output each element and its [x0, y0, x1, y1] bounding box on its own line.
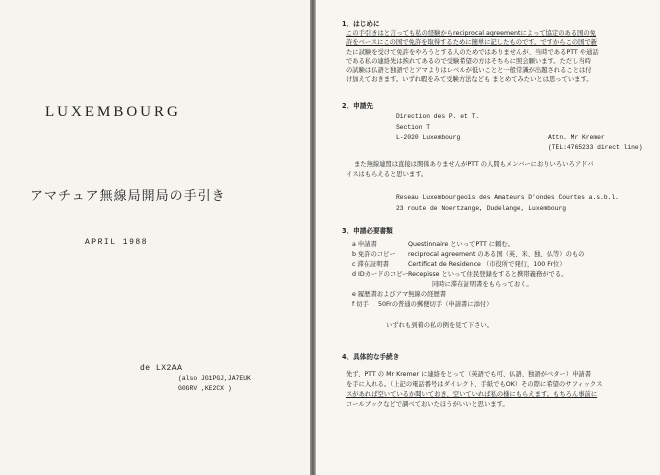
section-4-heading: 4．具体的な手続き: [342, 353, 400, 361]
section-1-line: この手引きはと言っても私の経験からreciprocal agreementによって協定のある国の免: [346, 30, 597, 37]
section-4-line: コールブックなどで調べておいたほうがいいと思います。: [346, 401, 509, 408]
section-1-line: たに試験を受けて免許をやろうとする人のためではありませんが、当時であるPTT や通話: [346, 48, 599, 56]
club-name: Reseau Luxembourgeois des Amateurs D'ondes Courtes a.s.b.l.: [396, 194, 619, 201]
document-item: [352, 280, 584, 290]
section-4-line: 先ず、PTT の Mr Kremer に連絡をとって（英語でも可、仏語、独語がベター）申請書: [346, 371, 592, 378]
document-item-desc: reciprocal agreement のある国（英、米、独、仏等）のもの: [408, 251, 585, 258]
alternate-callsigns-line1: (also JG1PGJ,JA7EUK: [178, 375, 251, 382]
document-item-desc: Recepisse といって住民登録をすると携帯義務がでる。: [408, 271, 568, 278]
section-4-line: を手に入れる。（上記の電話番号はダイレクト、手紙でもOK）その際に希望のサフィックス: [346, 381, 603, 388]
telephone-line: (TEL:4765233 direct line): [548, 144, 643, 151]
section-1-body: [346, 29, 599, 85]
section-1-line: 許をベースにこの国で免許を取得するために簡単に記したものです。ですからこの国で新: [346, 39, 598, 47]
document-item: [352, 270, 584, 280]
document-item-label: b 免許のコピー: [352, 251, 396, 258]
section-3-closing: いずれも到着の私の例を見て下さい。: [386, 322, 494, 329]
document-item-desc: 同時に滞在証明書をもらっておく。: [432, 281, 533, 288]
section-1-line: の試験は仏語と独語でとアマよりはレベルが低いことと一般常識が出題されることは付: [346, 67, 592, 75]
document-item-label: d IDカードのコピー: [352, 271, 409, 278]
document-item: [352, 290, 584, 300]
club-note-line-2: イスはもらえると思います。: [346, 171, 428, 178]
address-line-3: L-2020 Luxembourg: [396, 134, 461, 141]
document-item-desc: Questinnaire といってPTT に頼む。: [408, 241, 514, 248]
section-1-line: け加えておきます。いずれ暇をみて受験方法なども まとめてみたいとは思っています。: [346, 76, 593, 84]
document-item-label: f 切手: [352, 301, 369, 308]
document-item-label: e 履歴書およびアマ無線の経歴書: [352, 291, 447, 298]
document-item-desc: Certificat de Residence （市役所で発行，100 Fr位）: [408, 261, 566, 268]
club-note-line-1: また無線連盟は直接は関係ありませんがPTT の人間もメンバーにおりいろいろアドバ: [354, 161, 594, 168]
club-address: 23 route de Noertzange, Dudelange, Luxembourg: [396, 205, 567, 212]
document-item-label: c 滞在証明書: [352, 261, 389, 268]
document-item: [352, 300, 584, 310]
document-item: [352, 260, 584, 270]
document-item-desc: 50Frの普通の郵便切手（申請書に添付）: [378, 301, 493, 308]
address-line-2: Section T: [396, 124, 431, 131]
alternate-callsigns-line2: G0GRV ,KE2CX ): [178, 385, 232, 392]
section-3-heading: 3．申請必要書類: [342, 227, 393, 235]
document-item: [352, 240, 584, 250]
left-page: [0, 0, 310, 475]
document-item: [352, 250, 584, 260]
document-item-label: a 申請書: [352, 241, 377, 248]
document-subtitle: アマチュア無線局開局の手引き: [30, 189, 226, 204]
required-documents-list: [352, 240, 584, 310]
section-1-heading: 1．はじめに: [342, 20, 380, 28]
document-date: APRIL 1988: [85, 238, 149, 247]
address-line-1: Direction des P. et T.: [396, 113, 480, 120]
document-title: LUXEMBOURG: [45, 104, 181, 120]
section-2-heading: 2．申請先: [342, 102, 373, 110]
section-4-body: [346, 370, 602, 410]
section-1-line: である私の連絡先は挨れてあるので受験希望の方はそちらに照会願います。ただし当時: [346, 57, 592, 65]
author-callsign: de LX2AA: [140, 364, 183, 373]
right-page: [316, 0, 660, 475]
section-4-line: スがあれば空いているか聞いておき、空いていれば私の様にもらえます。もちろん事前に: [346, 391, 598, 398]
attention-line: Attn. Mr Kremer: [548, 134, 605, 141]
